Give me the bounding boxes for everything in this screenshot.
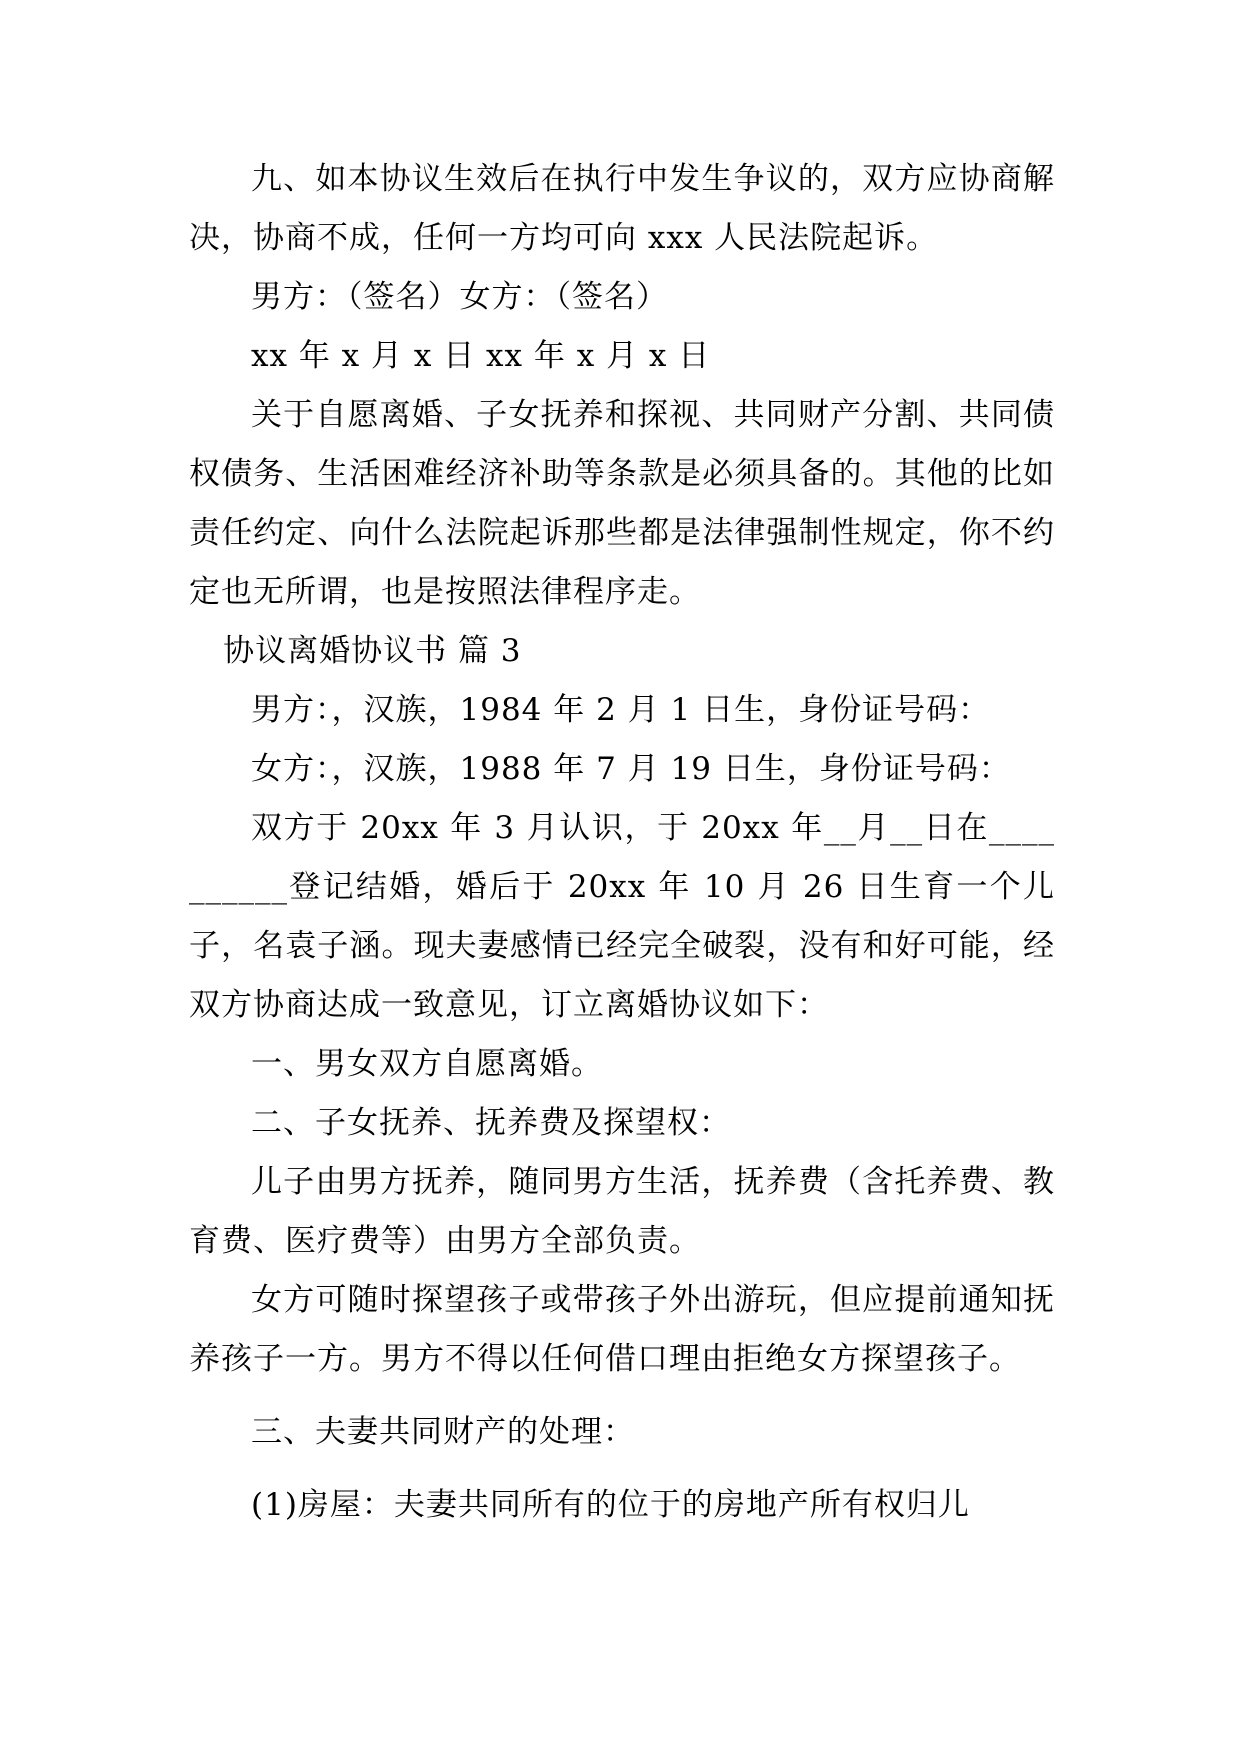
section-heading: 协议离婚协议书 篇 3 xyxy=(223,633,522,669)
clause-three-heading: 三、夫妻共同财产的处理： xyxy=(251,1414,635,1450)
paragraph-gap xyxy=(189,1462,1055,1476)
female-party-line: 女方：，汉族，1988 年 7 月 19 日生，身份证号码： xyxy=(251,751,1011,787)
date-line: xx 年 x 月 x 日 xx 年 x 月 x 日 xyxy=(251,338,711,374)
background-paragraph: 双方于 20xx 年 3 月认识，于 20xx 年__月__日在__________登记结婚，婚后于 20xx 年 10 月 26 日生育一个儿子，名袁子涵。现夫妻感情已经完全破裂，没有和好可能，经双方协商达成一致意见，订立离婚协议如下： xyxy=(189,810,1055,1023)
clause-two-heading: 二、子女抚养、抚养费及探望权： xyxy=(251,1105,731,1141)
male-party-line: 男方：，汉族，1984 年 2 月 1 日生，身份证号码： xyxy=(251,692,991,728)
property-house-paragraph: (1)房屋：夫妻共同所有的位于的房地产所有权归儿 xyxy=(251,1487,970,1523)
note-paragraph: 关于自愿离婚、子女抚养和探视、共同财产分割、共同债权债务、生活困难经济补助等条款是必须具备的。其他的比如责任约定、向什么法院起诉那些都是法律强制性规定，你不约定也无所谓，也是按照法律程序走。 xyxy=(189,397,1055,610)
signature-line: 男方：（签名）女方：（签名） xyxy=(251,279,668,315)
custody-paragraph: 儿子由男方抚养，随同男方生活，抚养费（含托养费、教育费、医疗费等）由男方全部负责。 xyxy=(189,1164,1055,1259)
document-body xyxy=(189,150,1055,1535)
visitation-paragraph: 女方可随时探望孩子或带孩子外出游玩，但应提前通知抚养孩子一方。男方不得以任何借口理由拒绝女方探望孩子。 xyxy=(189,1282,1055,1377)
paragraph-gap xyxy=(189,1389,1055,1403)
clause-one-paragraph: 一、男女双方自愿离婚。 xyxy=(251,1046,603,1082)
clause-nine-paragraph: 九、如本协议生效后在执行中发生争议的，双方应协商解决，协商不成，任何一方均可向 xxx 人民法院起诉。 xyxy=(189,161,1055,256)
